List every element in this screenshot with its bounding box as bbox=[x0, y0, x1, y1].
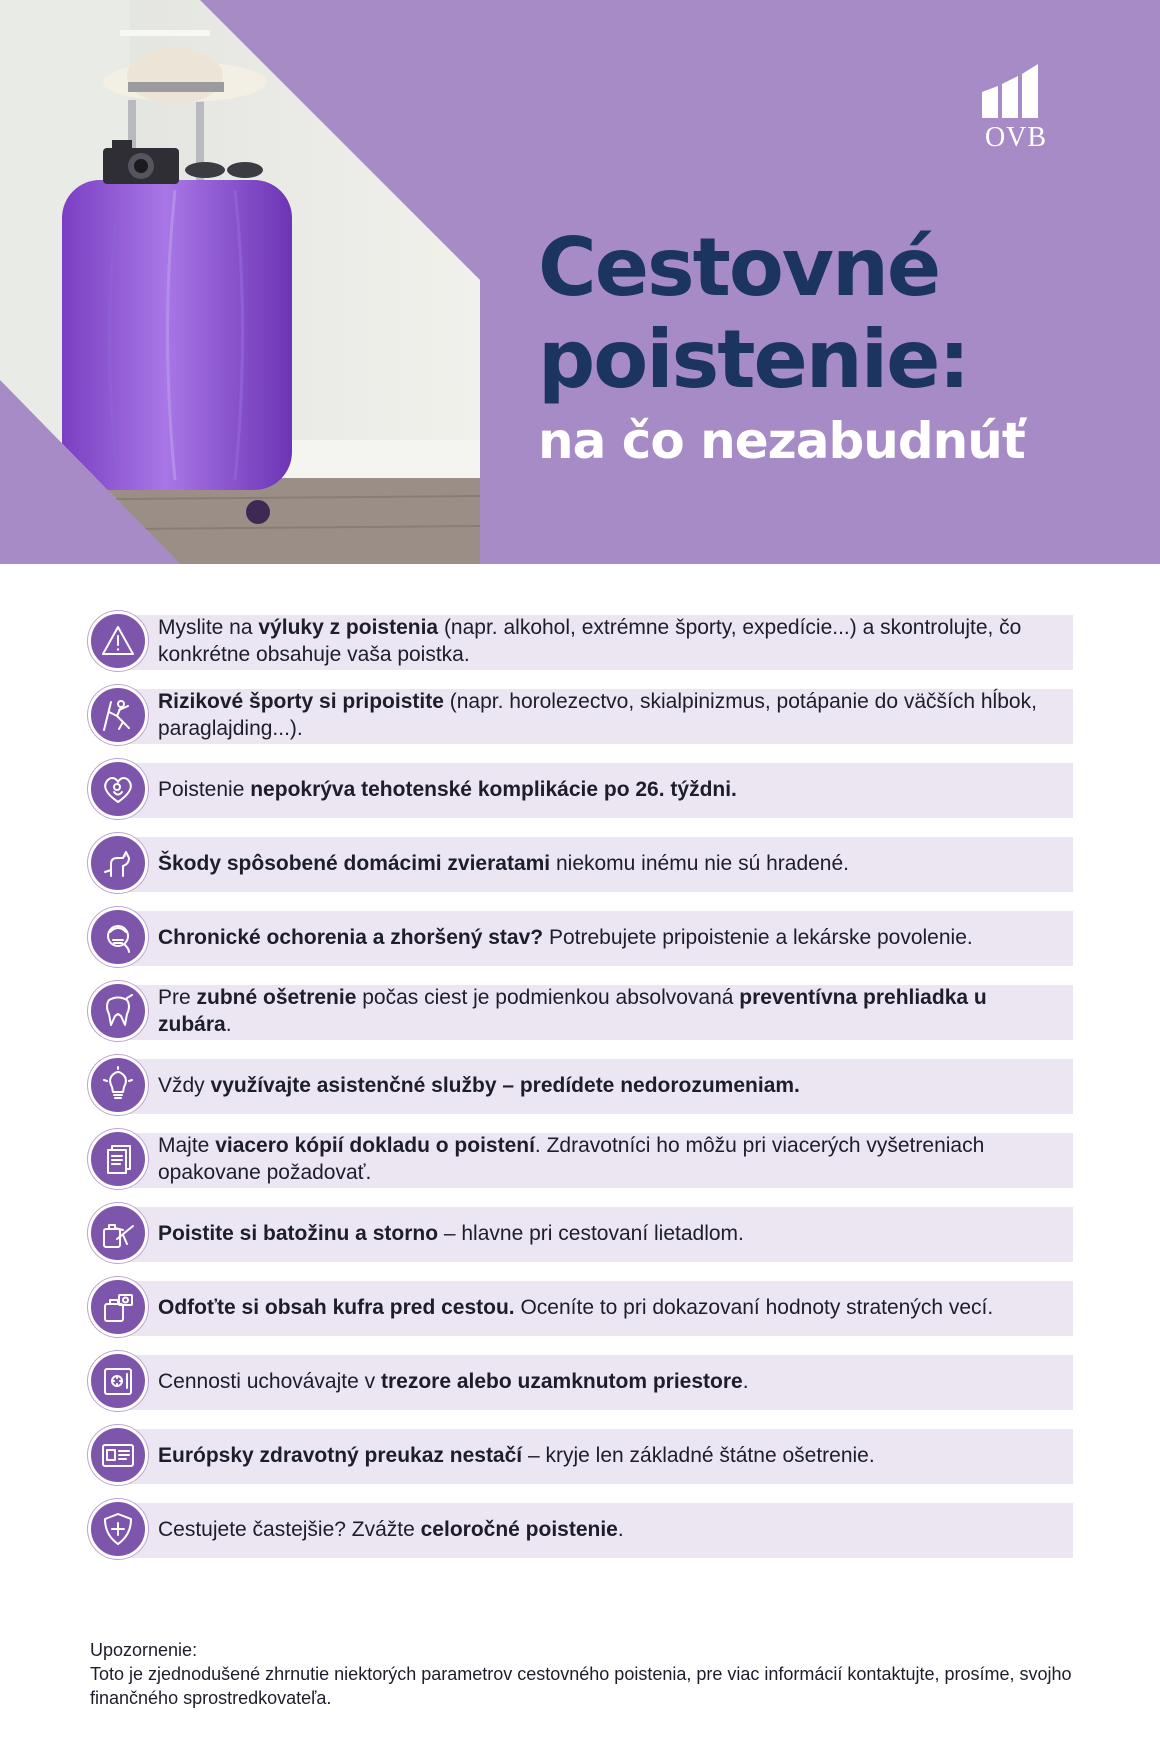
tip-text-bold: Európsky zdravotný preukaz nestačí bbox=[158, 1443, 523, 1467]
tip-item bbox=[88, 1352, 1073, 1410]
tip-text-regular: . bbox=[225, 1013, 232, 1036]
hero-banner bbox=[0, 0, 1160, 564]
sick-person-icon bbox=[88, 907, 148, 967]
tip-text-bold: Škody spôsobené domácimi zvieratami bbox=[158, 851, 551, 875]
tip-text-regular: Potrebujete pripoistenie a lekárske povolenie. bbox=[543, 925, 973, 949]
tip-text-regular: – hlavne pri cestovaní lietadlom. bbox=[438, 1221, 744, 1245]
tip-text-regular: . Zdravotníci ho môžu pri viacerých vyšetreniach opakovane požadovať. bbox=[158, 1134, 985, 1184]
tips-list bbox=[88, 612, 1073, 1574]
tip-text bbox=[158, 850, 861, 877]
tip-item bbox=[88, 760, 1073, 818]
headline-subtitle: na čo nezabudnúť bbox=[538, 412, 1025, 470]
luggage-plane-icon bbox=[88, 1203, 148, 1263]
tip-text-regular: počas ciest je podmienkou absolvovaná bbox=[356, 986, 740, 1009]
lightbulb-icon bbox=[88, 1055, 148, 1115]
tip-text-bold: využívajte asistenčné služby – predídete nedorozumeniam. bbox=[210, 1073, 800, 1097]
tip-text-bold: celoročné poistenie bbox=[420, 1517, 618, 1541]
tip-text-regular: niekomu inému nie sú hradené. bbox=[550, 851, 849, 875]
tip-item bbox=[88, 686, 1073, 744]
dog-icon bbox=[88, 833, 148, 893]
tip-item bbox=[88, 834, 1073, 892]
tip-text bbox=[158, 984, 1073, 1038]
ovb-logo bbox=[978, 62, 1054, 152]
tip-text-bold: zubné ošetrenie bbox=[196, 986, 357, 1009]
climber-icon bbox=[88, 685, 148, 745]
tip-text-bold: výluky z poistenia bbox=[258, 616, 439, 639]
tip-text bbox=[158, 924, 985, 951]
tip-text bbox=[158, 614, 1073, 668]
tip-item bbox=[88, 1204, 1073, 1262]
tip-text-regular: (napr. alkohol, extrémne športy, expedície...) a skontrolujte, čo konkrétne obsahuje vaša poistka. bbox=[158, 616, 1022, 666]
logo-text: OVB bbox=[984, 122, 1048, 153]
camera-suitcase-icon bbox=[88, 1277, 148, 1337]
tip-text bbox=[158, 1132, 1073, 1186]
tip-item bbox=[88, 1056, 1073, 1114]
tip-text bbox=[158, 688, 1073, 742]
tooth-icon bbox=[88, 981, 148, 1041]
disclaimer-body: Toto je zjednodušené zhrnutie niektorých parametrov cestovného poistenia, pre viac informácií kontaktujte, prosíme, svojho finančného sprostredkovateľa. bbox=[90, 1664, 1072, 1708]
pregnancy-heart-icon bbox=[88, 759, 148, 819]
disclaimer-title: Upozornenie: bbox=[90, 1640, 198, 1660]
tip-item bbox=[88, 1130, 1073, 1188]
tip-text-bold: nepokrýva tehotenské komplikácie po 26. týždni. bbox=[250, 777, 737, 801]
tip-text bbox=[158, 1072, 812, 1099]
documents-icon bbox=[88, 1129, 148, 1189]
tip-text-bold: Poistite si batožinu a storno bbox=[158, 1221, 439, 1245]
tip-text bbox=[158, 1220, 756, 1247]
ovb-bars-icon bbox=[978, 62, 1054, 122]
tip-text-bold: Odfoťte si obsah kufra pred cestou. bbox=[158, 1295, 515, 1319]
disclaimer bbox=[90, 1638, 1090, 1710]
headline-line-1: Cestovné bbox=[538, 221, 940, 314]
warning-icon bbox=[88, 611, 148, 671]
tip-text-regular: Pre bbox=[158, 986, 197, 1009]
tip-text-regular: – kryje len základné štátne ošetrenie. bbox=[522, 1443, 875, 1467]
tip-text-regular: Oceníte to pri dokazovaní hodnoty stratených vecí. bbox=[514, 1295, 994, 1319]
tip-text-bold: Rizikové športy si pripoistite bbox=[158, 690, 444, 713]
headline-line-2: poistenie: bbox=[538, 313, 969, 406]
tip-text-regular: . bbox=[617, 1517, 624, 1541]
tip-text-bold: trezore alebo uzamknutom priestore bbox=[380, 1369, 743, 1393]
tip-text bbox=[158, 1368, 761, 1395]
tip-text-bold: viacero kópií dokladu o poistení bbox=[215, 1134, 535, 1157]
tip-text bbox=[158, 1442, 887, 1469]
id-card-icon bbox=[88, 1425, 148, 1485]
tip-text-regular: (napr. horolezectvo, skialpinizmus, potápanie do väčších hĺbok, paraglajding...). bbox=[158, 690, 1037, 740]
tip-item bbox=[88, 1426, 1073, 1484]
tip-text-regular: Majte bbox=[158, 1134, 216, 1157]
tip-item bbox=[88, 612, 1073, 670]
tip-text bbox=[158, 776, 749, 803]
tip-item bbox=[88, 1500, 1073, 1558]
tip-item bbox=[88, 1278, 1073, 1336]
safe-icon bbox=[88, 1351, 148, 1411]
tip-text-regular: Cennosti uchovávajte v bbox=[158, 1369, 381, 1393]
tip-item bbox=[88, 982, 1073, 1040]
tip-text-regular: Poistenie bbox=[158, 777, 251, 801]
tip-text-regular: Myslite na bbox=[158, 616, 259, 639]
tip-item bbox=[88, 908, 1073, 966]
tip-text bbox=[158, 1516, 636, 1543]
shield-cross-icon bbox=[88, 1499, 148, 1559]
tip-text-regular: . bbox=[742, 1369, 749, 1393]
tip-text-bold: Chronické ochorenia a zhoršený stav? bbox=[158, 925, 544, 949]
headline bbox=[538, 222, 1138, 476]
tip-text-regular: Cestujete častejšie? Zvážte bbox=[158, 1517, 421, 1541]
tip-text-regular: Vždy bbox=[158, 1073, 211, 1097]
tip-text bbox=[158, 1294, 1005, 1321]
tip-text-bold: preventívna prehliadka u zubára bbox=[158, 986, 987, 1036]
